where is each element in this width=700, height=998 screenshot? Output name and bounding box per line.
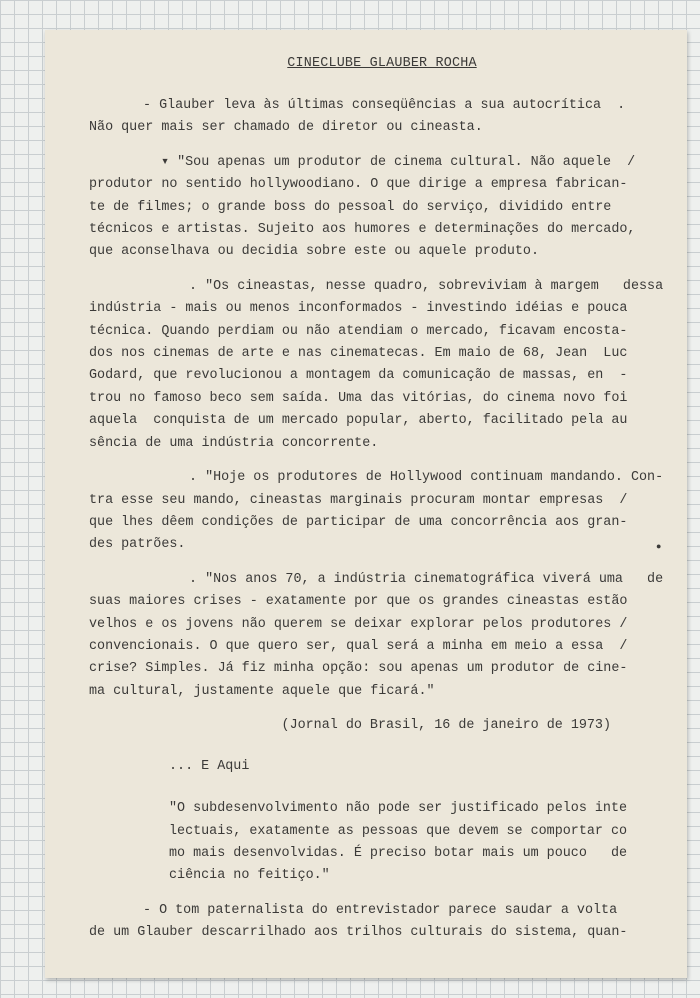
text-line: aquela conquista de um mercado popular, aberto, facilitado pela au (89, 413, 628, 429)
paragraph-quote-1 (89, 152, 657, 264)
text-line: - O tom paternalista do entrevistador parece saudar a volta (143, 902, 618, 918)
text-line: dos nos cinemas de arte e nas cinematecas. Em maio de 68, Jean Luc (89, 346, 628, 362)
text-line: convencionais. O que quero ser, qual será a minha em meio a essa / (89, 638, 628, 654)
text-line: - Glauber leva às últimas conseqüências a sua autocrítica . (143, 98, 626, 113)
text-line: Não quer mais ser chamado de diretor ou cineasta. (89, 120, 483, 136)
paragraph-closing (89, 900, 657, 945)
text-line: sência de uma indústria concorrente. (89, 435, 379, 451)
text-line: ciência no feitiço." (169, 868, 330, 884)
typewritten-page (45, 30, 687, 978)
text-line: "O subdesenvolvimento não pode ser justificado pelos inte (169, 801, 628, 817)
text-line: ▾ "Sou apenas um produtor de cinema cultural. Não aquele / (161, 154, 636, 170)
text-line: tra esse seu mando, cineastas marginais procuram montar empresas / (89, 492, 628, 508)
text-line: lectuais, exatamente as pessoas que devem se comportar co (169, 823, 628, 839)
paragraph-intro (89, 95, 657, 140)
text-line: ma cultural, justamente aquele que ficará." (89, 683, 435, 699)
document-title: CINECLUBE GLAUBER ROCHA (287, 56, 477, 71)
text-line: produtor no sentido hollywoodiano. O que dirige a empresa fabrican- (89, 177, 628, 193)
text-line: suas maiores crises - exatamente por que os grandes cineastas estão (89, 594, 628, 610)
text-line: trou no famoso beco sem saída. Uma das vitórias, do cinema novo foi (89, 390, 628, 406)
text-line: . "Hoje os produtores de Hollywood continuam mandando. Con- (189, 470, 664, 486)
text-line: velhos e os jovens não querem se deixar explorar pelos produtores / (89, 616, 628, 632)
quote-block (89, 798, 657, 888)
text-line: que aconselhava ou decidia sobre este ou aquele produto. (89, 244, 539, 260)
text-line: . "Nos anos 70, a indústria cinematográfica viverá uma de (189, 571, 664, 587)
margin-dot: ● (656, 542, 662, 552)
text-line: des patrões. (89, 537, 186, 553)
subheading: ... E Aqui (169, 759, 250, 775)
text-line: crise? Simples. Já fiz minha opção: sou apenas um produtor de cine- (89, 661, 628, 677)
text-line: técnicos e artistas. Sujeito aos humores e determinações do mercado, (89, 222, 636, 238)
text-line: mo mais desenvolvidas. É preciso botar mais um pouco de (169, 845, 628, 861)
text-line: te de filmes; o grande boss do pessoal do serviço, dividido entre (89, 199, 612, 215)
text-line: . "Os cineastas, nesse quadro, sobreviviam à margem dessa (189, 278, 664, 294)
text-line: técnica. Quando perdiam ou não atendiam o mercado, ficavam encosta- (89, 323, 628, 339)
text-line: Godard, que revolucionou a montagem da comunicação de massas, en - (89, 368, 628, 384)
text-line: que lhes dêem condições de participar de uma concorrência aos gran- (89, 514, 628, 530)
citation-source: (Jornal do Brasil, 16 de janeiro de 1973) (281, 718, 611, 734)
paragraph-quote-2 (89, 276, 664, 455)
text-line: indústria - mais ou menos inconformados - investindo idéias e pouca (89, 301, 628, 317)
text-line: de um Glauber descarrilhado aos trilhos culturais do sistema, quan- (89, 925, 628, 941)
paragraph-quote-3 (89, 467, 664, 557)
paragraph-quote-4 (89, 569, 664, 703)
